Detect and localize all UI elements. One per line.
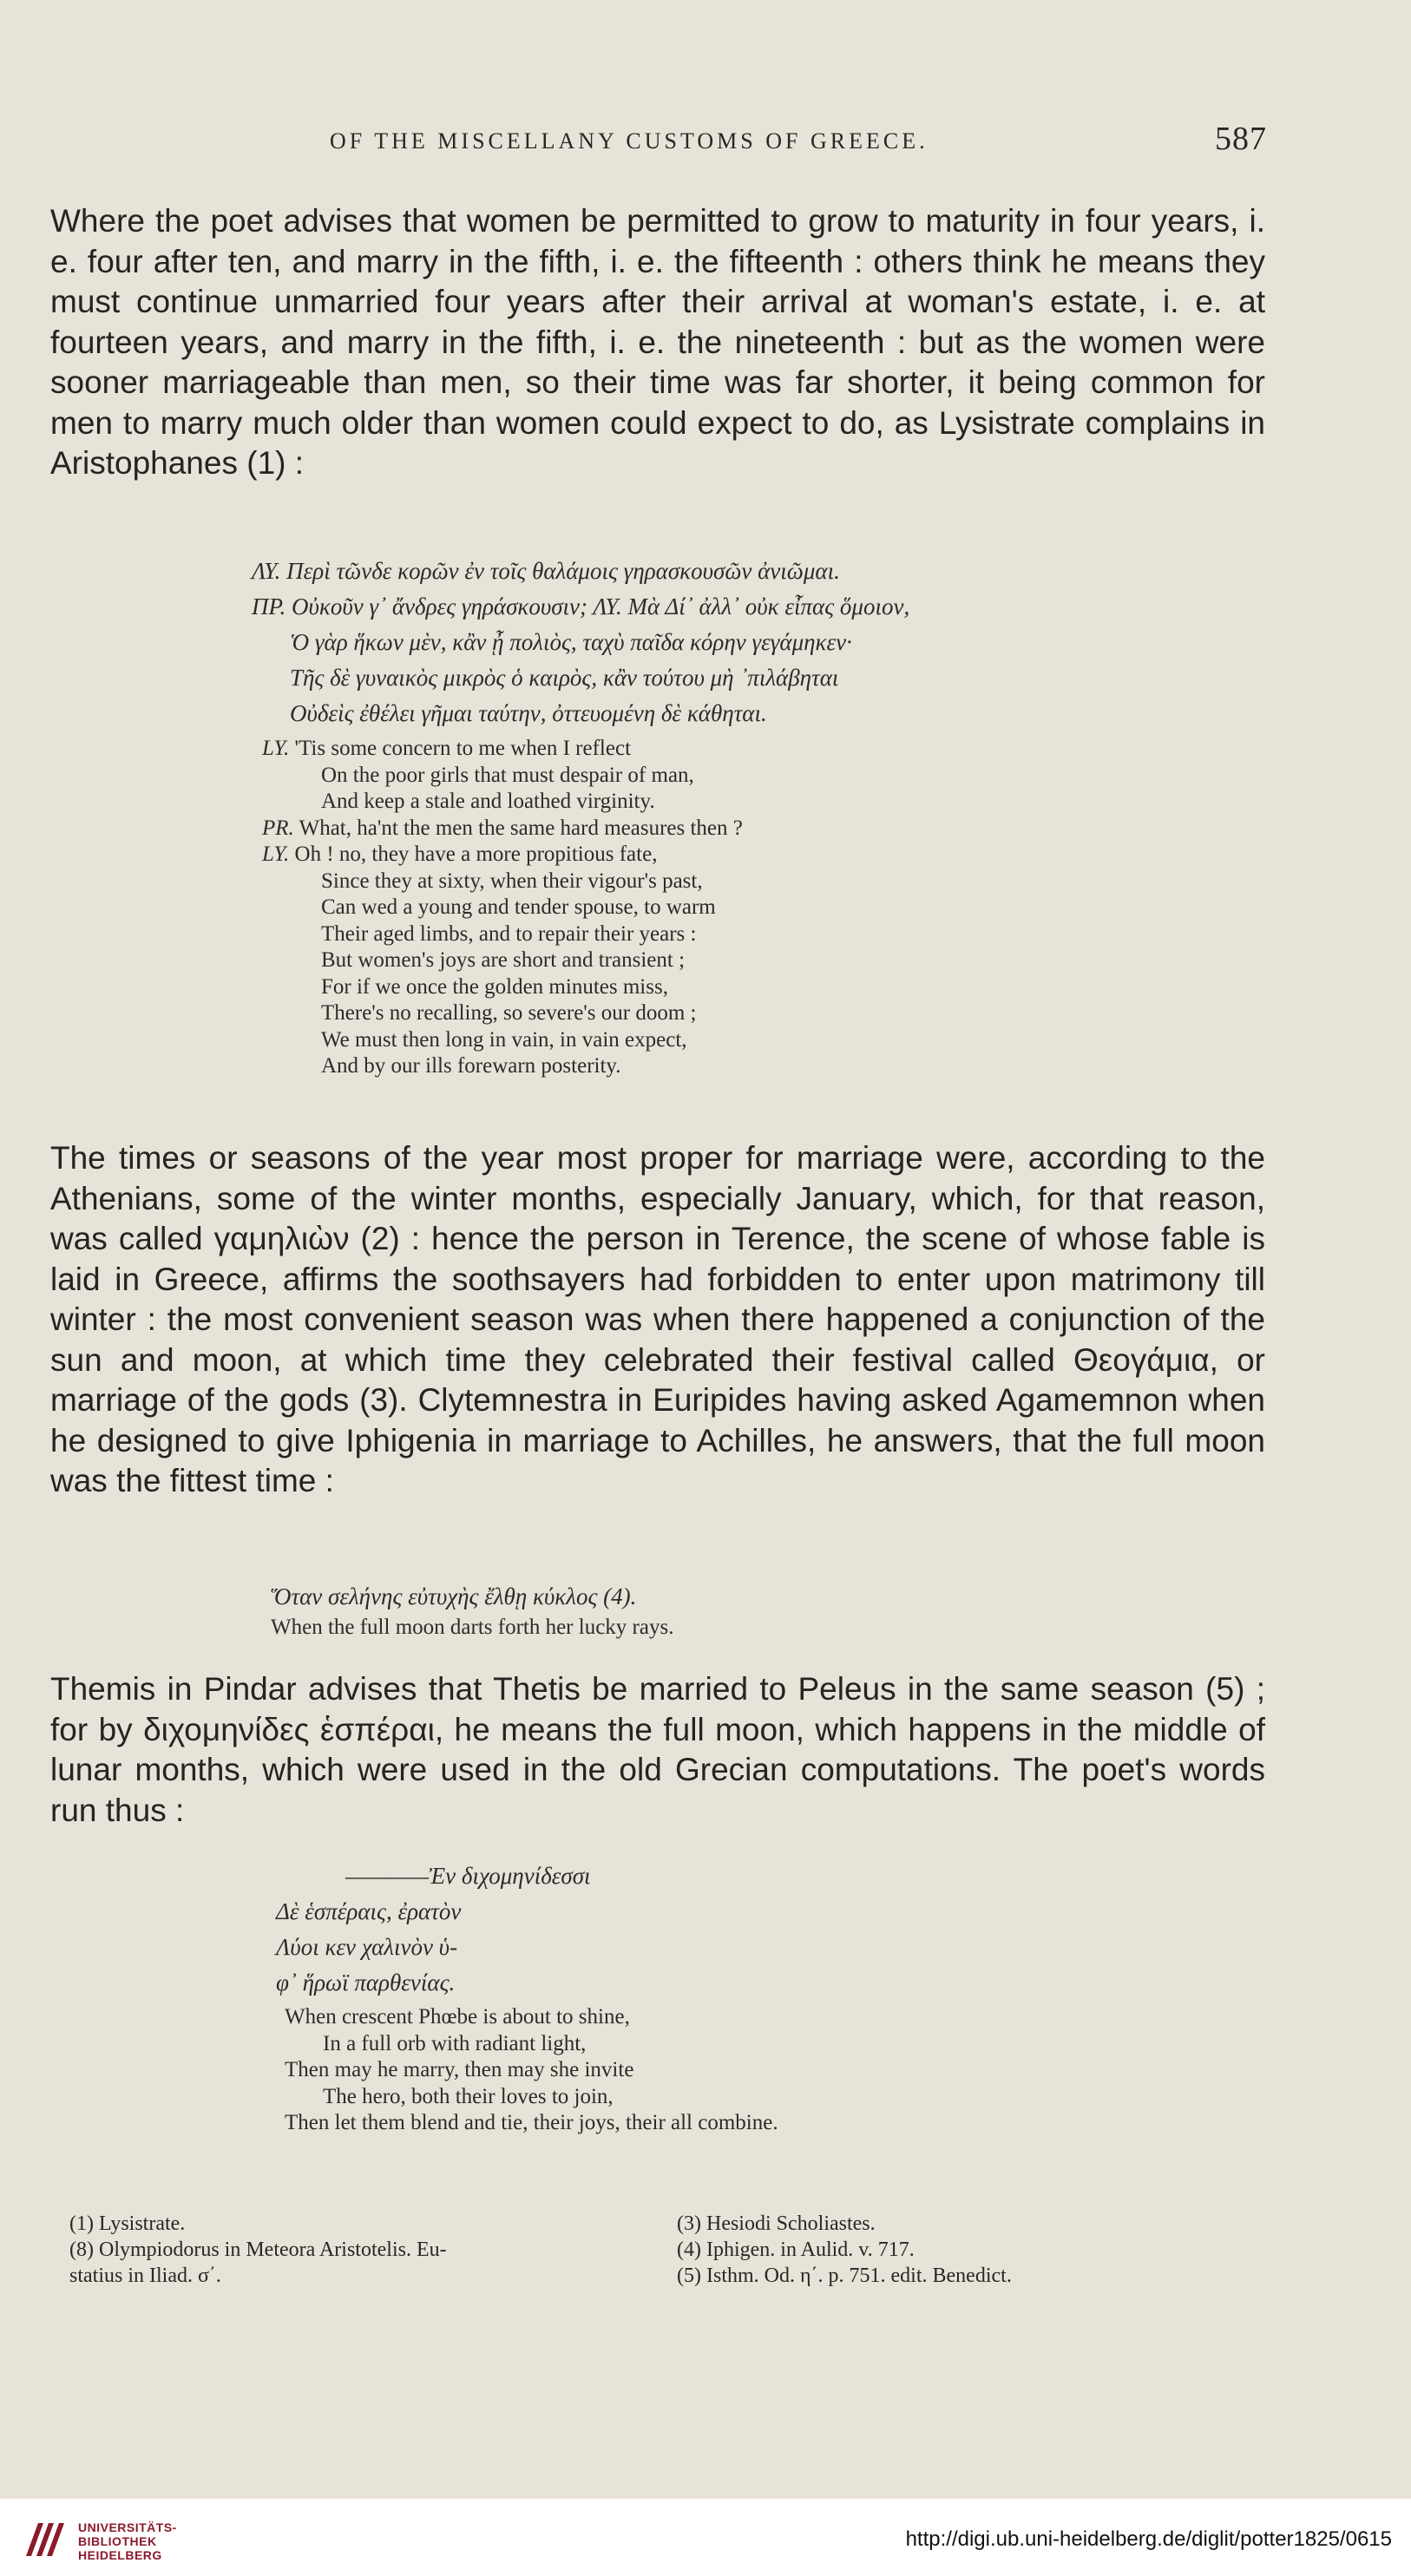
greek-quote-aristophanes <box>252 554 909 731</box>
footnotes-left <box>69 2211 447 2289</box>
verse-line: In a full orb with radiant light, <box>323 2031 587 2055</box>
greek-line: Ὁ γὰρ ἥκων μὲν, κἂν ᾖ πολιὸς, ταχὺ παῖδα κόρην γεγάμηκεν· <box>290 629 852 655</box>
speaker-label: LY. <box>262 842 290 866</box>
greek-line: ————Ἐν διχομηνίδεσσι <box>345 1863 591 1889</box>
verse-line: Their aged limbs, and to repair their years : <box>321 921 697 946</box>
greek-line: Λύοι κεν χαλινὸν ὑ- <box>276 1934 458 1960</box>
greek-line: φ᾽ ἥρωϊ παρθενίας. <box>276 1970 456 1996</box>
greek-line: ΠΡ. Οὐκοῦν γ᾽ ἄνδρες γηράσκουσιν; ΛΥ. Μὰ Δί᾽ ἀλλ᾽ οὐκ εἶπας ὅμοιον, <box>252 593 910 619</box>
footnote: (8) Olympiodorus in Meteora Aristotelis. Eu- <box>69 2238 447 2261</box>
english-quote-pindar <box>285 2004 778 2137</box>
verse-line: LY. 'Tis some concern to me when I reflect <box>262 737 632 760</box>
verse-line: There's no recalling, so severe's our doom ; <box>321 1001 697 1025</box>
university-library-logo-icon <box>19 2513 71 2565</box>
greek-line: ΛΥ. Περὶ τῶνδε κορῶν ἐν τοῖς θαλάμοις γηρασκουσῶν ἀνιῶμαι. <box>252 558 840 584</box>
verse-line: LY. Oh ! no, they have a more propitious fate, <box>262 842 658 866</box>
verse-line: Can wed a young and tender spouse, to warm <box>321 895 716 919</box>
english-quote-aristophanes <box>262 736 743 1080</box>
footnote: (5) Isthm. Od. η΄. p. 751. edit. Benedict. <box>677 2265 1012 2287</box>
paragraph-1 <box>50 201 1265 484</box>
footnote: statius in Iliad. σ΄. <box>69 2265 221 2287</box>
paragraph-3 <box>50 1669 1265 1831</box>
verse-line: Then may he marry, then may she invite <box>285 2058 634 2081</box>
paragraph-2 <box>50 1138 1265 1502</box>
verse-line: When the full moon darts forth her lucky rays. <box>271 1616 674 1639</box>
page-number: 587 <box>1215 121 1267 157</box>
greek-line: Ὅταν σελήνης εὐτυχὴς ἔλθῃ κύκλος (4). <box>271 1583 637 1609</box>
running-header <box>330 121 1267 157</box>
library-logo-text: UNIVERSITÄTS- BIBLIOTHEK HEIDELBERG <box>78 2520 177 2562</box>
footnotes-right <box>677 2211 1012 2289</box>
verse-line: We must then long in vain, in vain expect, <box>321 1027 687 1052</box>
footnote: (3) Hesiodi Scholiastes. <box>677 2212 876 2235</box>
paragraph-1-text: Where the poet advises that women be permitted to grow to maturity in four years, i. e. four after ten, and marry in the fifth, i. e. the fifteenth : others think he means they must continue unmarried four years after their arrival at woman's estate, i. e. at fourteen years, and marry in the fifth, i. e. the nineteenth : but as the women were sooner marriageable than men, so their time was far shorter, it being common for men to marry much older than women could expect to do, as Lysistrate complains in Aristophanes (1) : <box>50 203 1265 481</box>
paragraph-2-text: The times or seasons of the year most proper for marriage were, according to the Athenians, some of the winter months, especially January, which, for that reason, was called γαμηλιὼν (2) : hence the person in Terence, the scene of whose fable is laid in Greece, affirms the soothsayers had forbidden to enter upon matrimony till winter : the most convenient season was when there happened a conjunction of the sun and moon, at which time they celebrated their festival called Θεογάμια, or marriage of the gods (3). Clytemnestra in Euripides having asked Agamemnon when he designed to give Iphigenia in marriage to Achilles, he answers, that the full moon was the fittest time : <box>50 1140 1265 1498</box>
greek-quote-pindar <box>276 1858 591 2001</box>
verse-line: On the poor girls that must despair of man, <box>321 763 694 787</box>
verse-line: When crescent Phœbe is about to shine, <box>285 2005 630 2029</box>
greek-line: Δὲ ἑσπέραις, ἐρατὸν <box>276 1898 462 1924</box>
verse-line: Since they at sixty, when their vigour's past, <box>321 868 703 893</box>
header-title: OF THE MISCELLANY CUSTOMS OF GREECE. <box>330 128 929 154</box>
footnote: (1) Lysistrate. <box>69 2212 186 2235</box>
speaker-label: LY. <box>262 737 290 760</box>
verse-line: The hero, both their loves to join, <box>323 2084 614 2108</box>
verse-line: PR. What, ha'nt the men the same hard measures then ? <box>262 816 743 840</box>
greek-line: Οὐδεὶς ἐθέλει γῆμαι ταύτην, ὀττευομένη δὲ κάθηται. <box>290 700 767 726</box>
source-url-link[interactable]: http://digi.ub.uni-heidelberg.de/diglit/potter1825/0615 <box>905 2527 1392 2551</box>
verse-line: Then let them blend and tie, their joys, their all combine. <box>285 2111 778 2134</box>
greek-line: Τῆς δὲ γυναικὸς μικρὸς ὁ καιρὸς, κἂν τούτου μὴ ᾽πιλάβηται <box>290 665 839 691</box>
verse-line: For if we once the golden minutes miss, <box>321 974 668 999</box>
verse-line: And keep a stale and loathed virginity. <box>321 790 655 813</box>
footnote: (4) Iphigen. in Aulid. v. 717. <box>677 2238 915 2261</box>
paragraph-3-text: Themis in Pindar advises that Thetis be married to Peleus in the same season (5) ; for by διχομηνίδες ἑσπέραι, he means the full moon, which happens in the middle of lunar months, which were used in the old Grecian computations. The poet's words run thus : <box>50 1671 1265 1828</box>
euripides-quote <box>271 1579 673 1642</box>
verse-line: But women's joys are short and transient ; <box>321 948 686 972</box>
verse-line: And by our ills forewarn posterity. <box>321 1054 621 1078</box>
speaker-label: PR. <box>262 816 294 840</box>
